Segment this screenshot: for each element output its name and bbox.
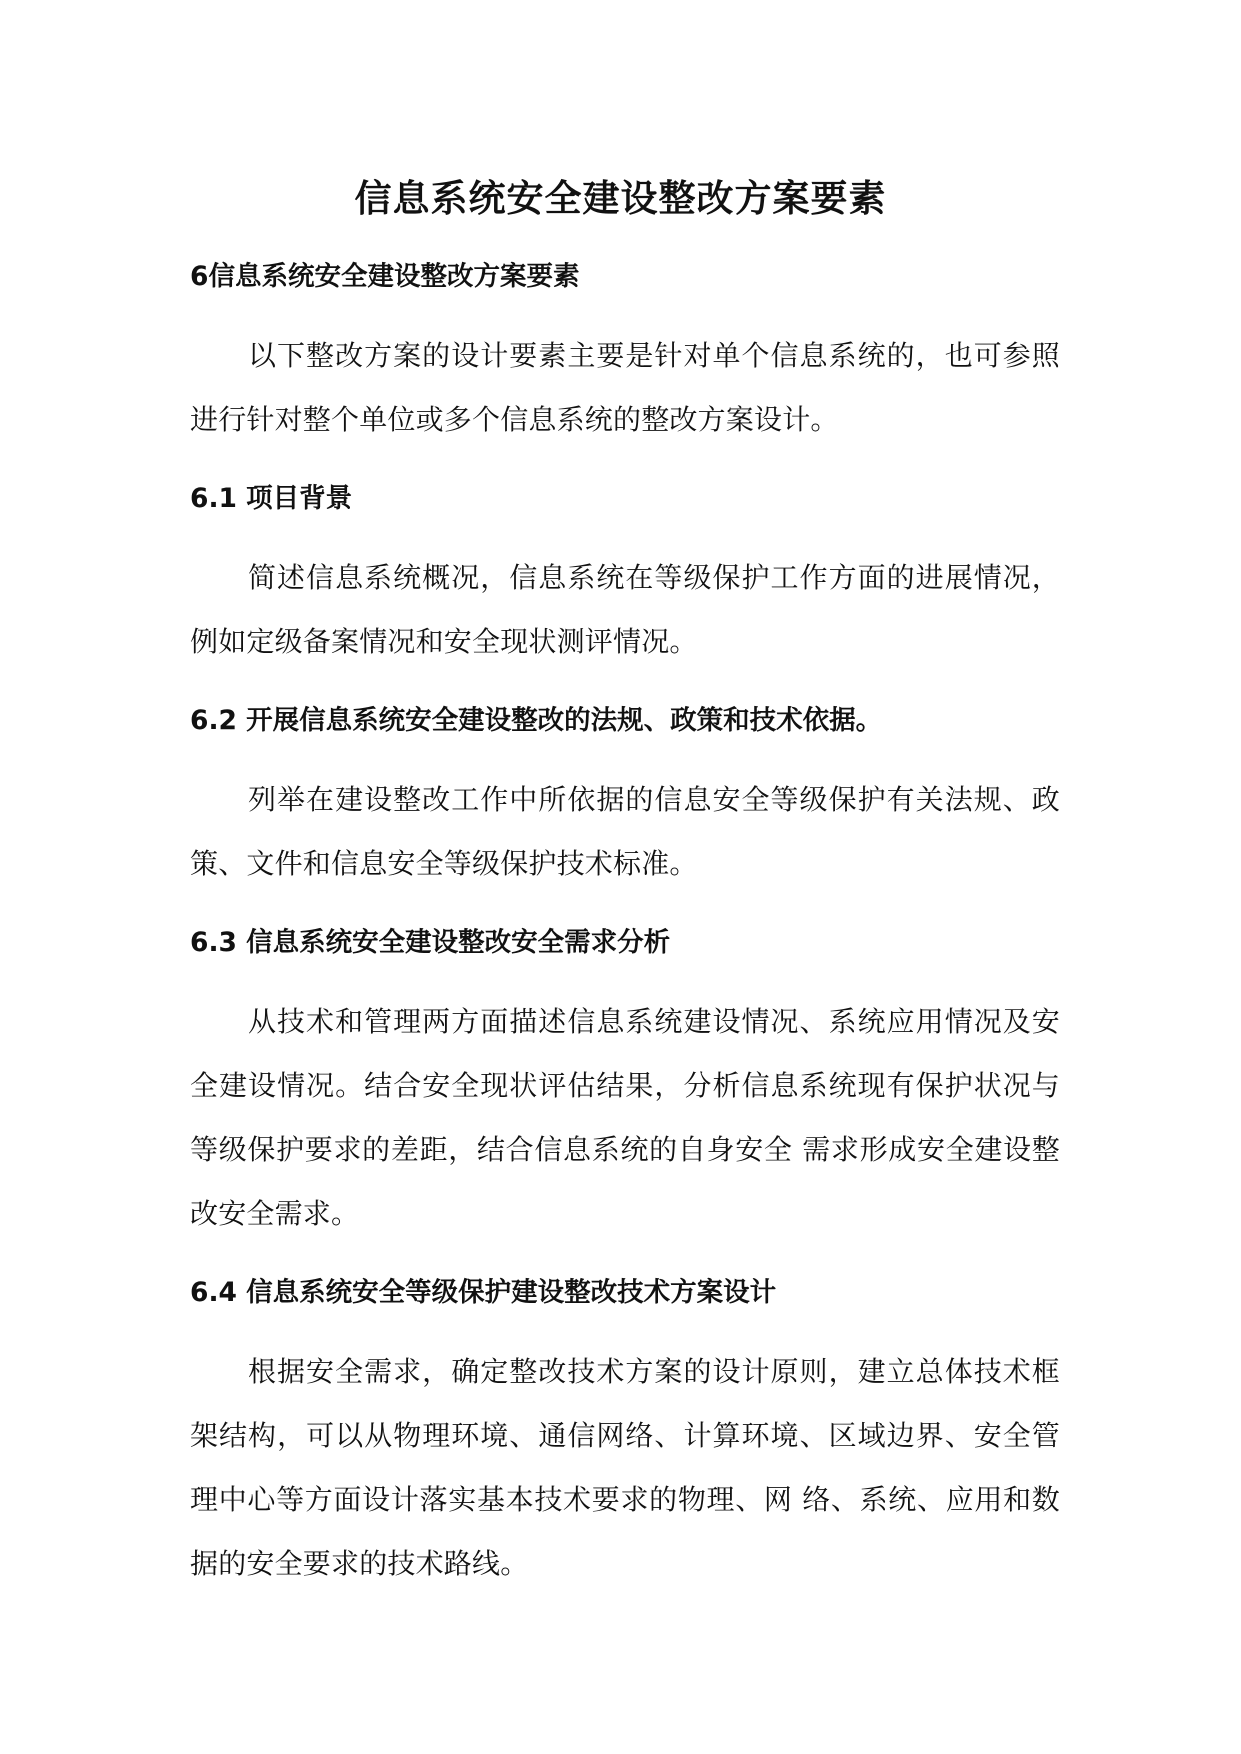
- section-paragraph: 根据安全需求，确定整改技术方案的设计原则，建立总体技术框架结构，可以从物理环境、通信网络、计算环境、区域边界、安全管理中心等方面设计落实基本技术要求的物理、网 络、系统、应用和数据的安全要求的技术路线。: [190, 1355, 1060, 1580]
- section-paragraph: 从技术和管理两方面描述信息系统建设情况、系统应用情况及安全建设情况。结合安全现状评估结果，分析信息系统现有保护状况与等级保护要求的差距，结合信息系统的自身安全 需求形成安全建设整改安全需求。: [190, 1005, 1060, 1230]
- section-heading: 6.2 开展信息系统安全建设整改的法规、政策和技术依据。: [190, 705, 883, 736]
- section-heading: 6.1 项目背景: [190, 483, 353, 514]
- section-heading: 6信息系统安全建设整改方案要素: [190, 261, 580, 292]
- document-body: [190, 248, 1060, 1614]
- section-heading: 6.3 信息系统安全建设整改安全需求分析: [190, 927, 671, 958]
- section-paragraph: 列举在建设整改工作中所依据的信息安全等级保护有关法规、政策、文件和信息安全等级保护技术标准。: [190, 783, 1060, 880]
- section-heading: 6.4 信息系统安全等级保护建设整改技术方案设计: [190, 1277, 777, 1308]
- section-6-3: [190, 914, 1060, 1246]
- document-title: 信息系统安全建设整改方案要素: [354, 176, 887, 220]
- section-6-4: [190, 1264, 1060, 1596]
- section-paragraph: 以下整改方案的设计要素主要是针对单个信息系统的，也可参照进行针对整个单位或多个信息系统的整改方案设计。: [190, 339, 1060, 436]
- section-6: [190, 248, 1060, 452]
- section-6-1: [190, 470, 1060, 674]
- section-6-2: [190, 692, 1060, 896]
- section-paragraph: 简述信息系统概况，信息系统在等级保护工作方面的进展情况，例如定级备案情况和安全现状测评情况。: [190, 561, 1060, 658]
